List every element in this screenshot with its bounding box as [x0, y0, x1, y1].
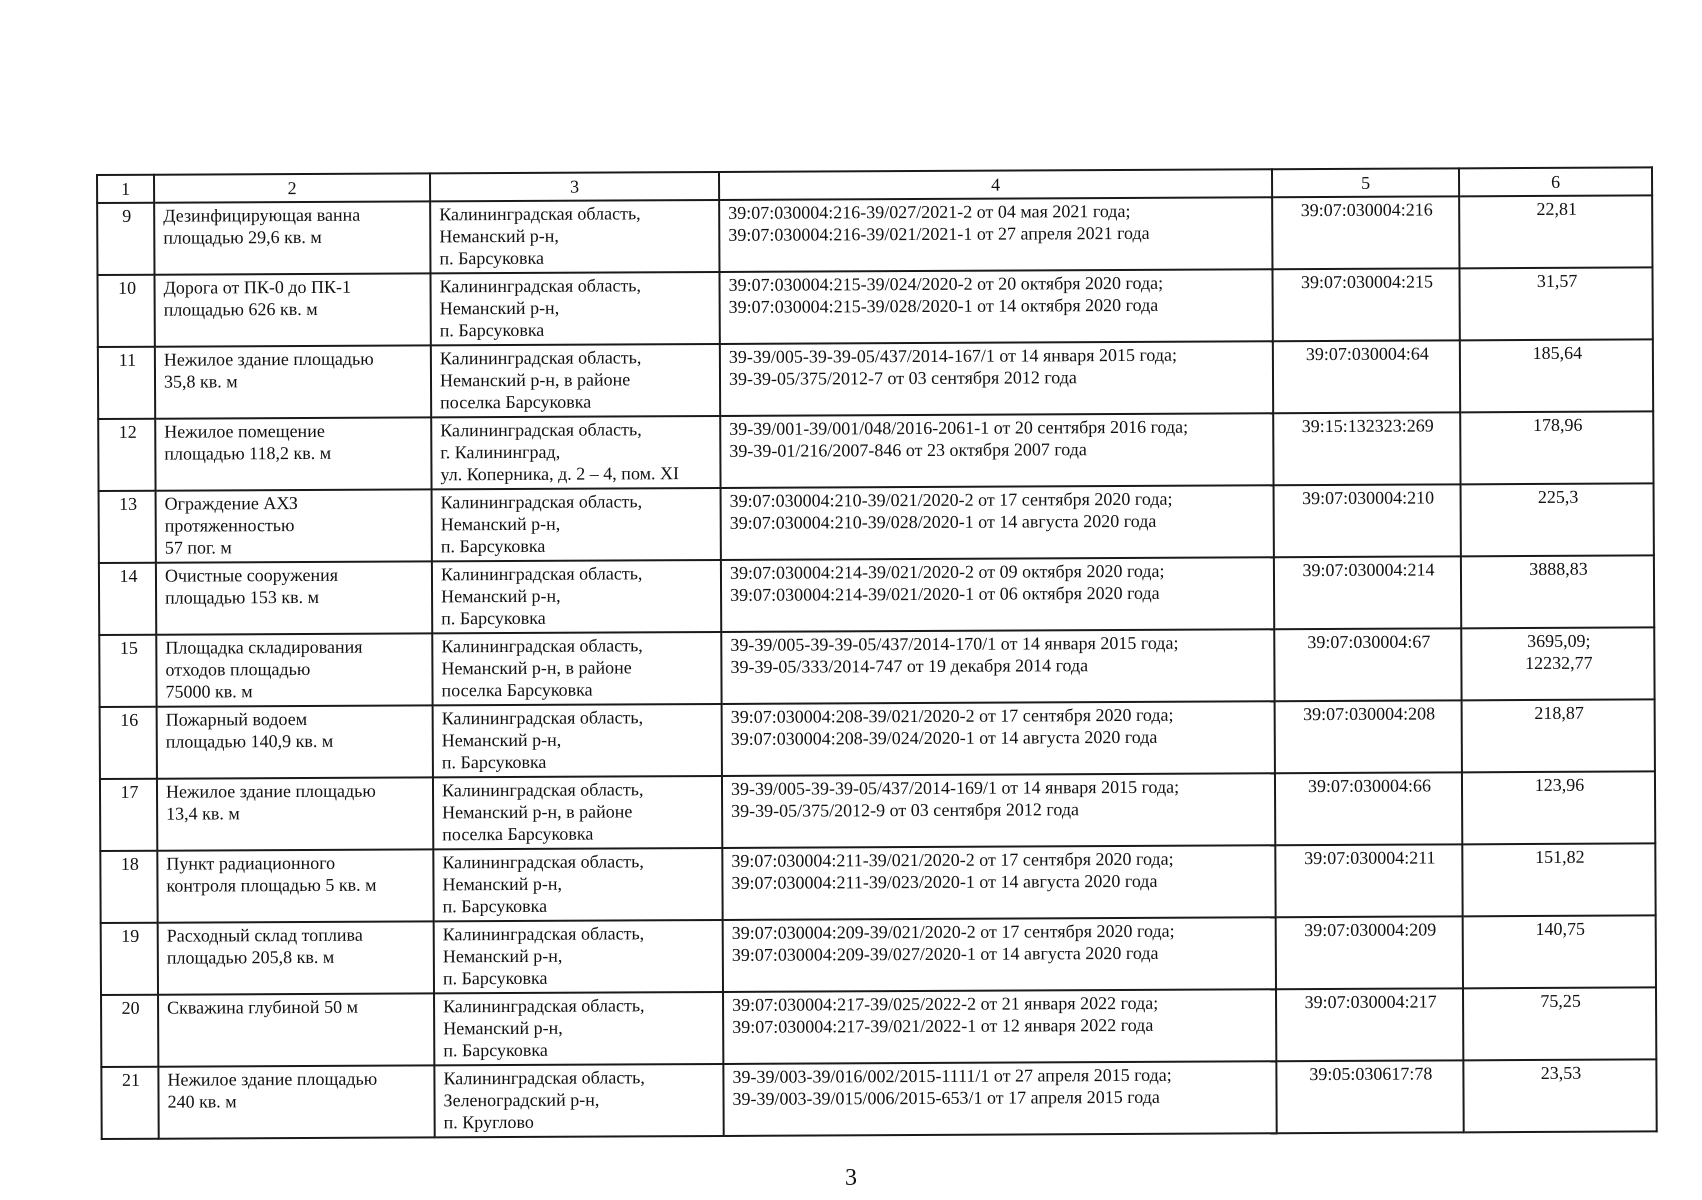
object-address-line: Неманский р-н,	[439, 297, 560, 319]
object-address	[433, 776, 722, 849]
object-address-line: Неманский р-н, в районе	[439, 369, 631, 391]
object-value-line: 12232,77	[1525, 652, 1593, 674]
registration-records-line: 39:07:030004:217-39/021/2022-1 от 12 января 2022 года	[732, 1014, 1154, 1037]
object-value	[1460, 411, 1653, 484]
object-value-line: 75,25	[1540, 990, 1581, 1011]
object-name-line: 240 кв. м	[167, 1091, 237, 1112]
object-name-line: отходов площадью	[165, 658, 311, 680]
cadastral-number: 39:07:030004:66	[1275, 772, 1462, 845]
registration-records-line: 39-39-05/375/2012-9 от 03 сентября 2012 года	[731, 799, 1080, 821]
object-value-line: 3695,09;	[1526, 630, 1591, 652]
object-name-line: площадью 626 кв. м	[163, 298, 318, 320]
registration-records	[719, 197, 1272, 272]
registration-records-line: 39:07:030004:216-39/027/2021-2 от 04 мая 2021 года;	[728, 200, 1131, 223]
object-address-line: Неманский р-н,	[441, 585, 561, 607]
object-name	[156, 561, 432, 634]
registration-records-line: 39-39/005-39-39-05/437/2014-170/1 от 14 января 2015 года;	[730, 632, 1179, 655]
registration-records-line: 39-39/005-39-39-05/437/2014-169/1 от 14 января 2015 года;	[730, 776, 1180, 799]
object-value	[1461, 627, 1654, 700]
object-value	[1460, 339, 1653, 412]
cadastral-number: 39:07:030004:211	[1275, 844, 1462, 917]
object-address-line: Калининградская область,	[440, 491, 643, 513]
object-name-line: Нежилое здание площадью	[165, 780, 376, 802]
object-address	[430, 200, 719, 273]
registration-records-line: 39-39-05/333/2014-747 от 19 декабря 2014 года	[730, 655, 1089, 677]
object-address-line: Неманский р-н, в районе	[442, 801, 633, 823]
object-name-line: Ограждение АХЗ	[164, 493, 298, 514]
row-number: 19	[101, 923, 158, 995]
table-row	[99, 483, 1654, 563]
object-name-line: 75000 кв. м	[165, 681, 253, 702]
registration-records-line: 39-39-01/216/2007-846 от 23 октября 2007 года	[729, 439, 1087, 461]
registration-records	[723, 989, 1276, 1064]
registration-records	[721, 485, 1274, 560]
row-number: 10	[97, 275, 154, 347]
object-name-line: Дорога от ПК-0 до ПК-1	[163, 276, 352, 298]
registration-records	[720, 341, 1273, 416]
object-address	[432, 488, 721, 561]
property-table	[96, 166, 1658, 1140]
object-value-line: 151,82	[1535, 846, 1585, 867]
object-name-line: 35,8 кв. м	[163, 371, 238, 392]
object-name	[158, 921, 434, 994]
registration-records	[722, 845, 1275, 920]
table-row	[100, 699, 1655, 779]
object-name	[156, 633, 432, 706]
row-number: 17	[100, 779, 157, 851]
object-address-line: поселка Барсуковка	[442, 823, 594, 845]
table-row	[97, 267, 1652, 347]
row-number: 12	[98, 419, 155, 491]
registration-records-line: 39:07:030004:208-39/021/2020-2 от 17 сентября 2020 года;	[730, 704, 1174, 727]
object-address-line: Калининградская область,	[441, 779, 644, 801]
row-number: 16	[100, 707, 157, 779]
column-number: 5	[1272, 168, 1459, 197]
table-row	[99, 627, 1654, 707]
object-value-line: 22,81	[1536, 198, 1577, 219]
registration-records-line: 39-39-05/375/2012-7 от 03 сентября 2012 года	[728, 367, 1077, 389]
object-address-line: п. Барсуковка	[443, 1039, 548, 1061]
cadastral-number: 39:07:030004:209	[1276, 916, 1463, 989]
object-value	[1462, 843, 1655, 916]
table-row	[99, 555, 1654, 635]
object-name-line: 57 пог. м	[164, 537, 232, 558]
object-name	[157, 705, 433, 778]
registration-records	[723, 1061, 1276, 1136]
cadastral-number: 39:15:132323:269	[1273, 412, 1460, 485]
object-name-line: площадью 118,2 кв. м	[164, 442, 332, 464]
object-address-line: Калининградская область,	[440, 419, 642, 441]
table-row	[98, 411, 1653, 491]
object-address	[434, 992, 723, 1065]
object-address-line: поселка Барсуковка	[440, 391, 592, 413]
table-body	[97, 195, 1657, 1139]
object-value	[1461, 555, 1654, 628]
registration-records-line: 39:07:030004:210-39/021/2020-2 от 17 сентября 2020 года;	[729, 488, 1173, 511]
object-address-line: Калининградская область,	[441, 635, 643, 657]
object-address	[430, 272, 719, 345]
object-address-line: Неманский р-н,	[443, 1017, 563, 1039]
cadastral-number: 39:07:030004:214	[1274, 556, 1461, 629]
registration-records-line: 39:07:030004:216-39/021/2021-1 от 27 апреля 2021 года	[728, 222, 1150, 245]
registration-records-line: 39-39/005-39-39-05/437/2014-167/1 от 14 января 2015 года;	[728, 344, 1178, 367]
object-value	[1462, 699, 1655, 772]
object-address-line: п. Круглово	[443, 1111, 534, 1133]
cadastral-number: 39:07:030004:67	[1274, 628, 1461, 701]
registration-records-line: 39:07:030004:209-39/027/2020-1 от 14 августа 2020 года	[731, 942, 1159, 965]
object-name	[158, 1065, 434, 1138]
object-name	[154, 273, 430, 346]
object-address-line: Зеленоградский р-н,	[443, 1089, 600, 1111]
column-number: 4	[719, 169, 1272, 200]
cadastral-number: 39:05:030617:78	[1276, 1060, 1463, 1133]
cadastral-number: 39:07:030004:210	[1274, 484, 1461, 557]
object-name-line: Нежилое здание площадью	[167, 1068, 378, 1090]
registration-records	[721, 629, 1274, 704]
object-name-line: Нежилое помещение	[164, 420, 325, 442]
table-row	[101, 915, 1656, 995]
cadastral-number: 39:07:030004:217	[1276, 988, 1463, 1061]
object-name	[157, 777, 433, 850]
table-row	[98, 339, 1653, 419]
object-value-line: 3888,83	[1529, 558, 1588, 580]
object-value-line: 178,96	[1532, 414, 1583, 435]
object-value-line: 23,53	[1540, 1062, 1582, 1083]
object-address-line: Калининградская область,	[442, 851, 644, 873]
object-name-line: Площадка складирования	[165, 636, 363, 658]
page-number: 3	[845, 1165, 857, 1191]
object-address-line: Калининградская область,	[440, 563, 643, 585]
object-name-line: Расходный склад топлива	[166, 924, 363, 946]
object-address-line: Калининградская область,	[443, 1067, 645, 1089]
object-address-line: Калининградская область,	[442, 923, 645, 945]
registration-records-line: 39-39/003-39/016/002/2015-1111/1 от 27 апреля 2015 года;	[732, 1064, 1172, 1087]
cadastral-number: 39:07:030004:215	[1272, 268, 1459, 341]
registration-records	[723, 917, 1276, 992]
object-value-line: 225,3	[1537, 486, 1579, 507]
object-name-line: площадью 153 кв. м	[165, 586, 320, 608]
object-address	[434, 1064, 723, 1137]
row-number: 11	[98, 347, 155, 419]
object-address-line: Калининградская область,	[443, 995, 645, 1017]
object-address	[433, 848, 722, 921]
row-number: 13	[99, 491, 156, 563]
object-address-line: п. Барсуковка	[442, 895, 548, 917]
column-number: 6	[1459, 167, 1652, 196]
object-address-line: Калининградская область,	[441, 707, 644, 729]
registration-records-line: 39:07:030004:214-39/021/2020-2 от 09 октября 2020 года;	[729, 560, 1165, 583]
object-address-line: Неманский р-н,	[442, 873, 563, 895]
object-value	[1463, 915, 1656, 988]
object-name	[154, 201, 430, 274]
object-address-line: поселка Барсуковка	[441, 679, 593, 701]
object-name-line: 13,4 кв. м	[166, 803, 240, 824]
object-name-line: Пункт радиационного	[166, 852, 336, 874]
row-number: 18	[100, 851, 157, 923]
cadastral-number: 39:07:030004:208	[1275, 700, 1462, 773]
object-address	[434, 920, 723, 993]
object-address-line: Калининградская область,	[439, 347, 642, 369]
registration-records-line: 39:07:030004:215-39/028/2020-1 от 14 октября 2020 года	[728, 294, 1159, 317]
object-value	[1462, 771, 1655, 844]
object-address-line: Неманский р-н, в районе	[441, 657, 632, 679]
registration-records-line: 39:07:030004:214-39/021/2020-1 от 06 октября 2020 года	[730, 582, 1160, 605]
registration-records	[721, 557, 1274, 632]
object-name	[157, 849, 433, 922]
object-name-line: Нежилое здание площадью	[163, 348, 374, 370]
object-address	[432, 632, 721, 705]
object-value-line: 185,64	[1532, 342, 1583, 363]
object-name	[155, 417, 431, 490]
object-name-line: площадью 140,9 кв. м	[165, 730, 334, 752]
column-number: 3	[430, 172, 719, 201]
registration-records-line: 39:07:030004:210-39/028/2020-1 от 14 августа 2020 года	[729, 510, 1157, 533]
object-address-line: п. Барсуковка	[439, 247, 544, 269]
table-row	[97, 195, 1652, 275]
table-row	[101, 1059, 1656, 1139]
object-value	[1459, 267, 1652, 340]
registration-records-line: 39-39/003-39/015/006/2015-653/1 от 17 апреля 2015 года	[732, 1086, 1160, 1109]
object-address-line: Неманский р-н,	[439, 225, 559, 247]
column-number: 2	[154, 173, 430, 202]
object-address-line: п. Барсуковка	[441, 607, 546, 629]
cadastral-number: 39:07:030004:216	[1272, 196, 1459, 269]
object-address-line: п. Барсуковка	[440, 535, 546, 557]
object-name	[156, 489, 432, 562]
object-address-line: Неманский р-н,	[442, 945, 563, 967]
object-address-line: ул. Коперника, д. 2 – 4, пом. XI	[440, 463, 680, 485]
registration-records-line: 39-39/001-39/001/048/2016-2061-1 от 20 сентября 2016 года;	[729, 416, 1189, 439]
object-name-line: Дезинфицирующая ванна	[163, 204, 361, 226]
object-name	[155, 345, 431, 418]
object-value	[1463, 987, 1656, 1060]
object-name-line: площадью 205,8 кв. м	[166, 946, 335, 968]
object-name-line: протяженностью	[164, 515, 295, 536]
object-address-line: п. Барсуковка	[442, 967, 548, 989]
object-address-line: Неманский р-н,	[441, 729, 562, 751]
row-number: 9	[97, 203, 154, 275]
object-value-line: 123,96	[1534, 774, 1585, 795]
object-address-line: г. Калининград,	[440, 441, 561, 463]
row-number: 15	[99, 635, 156, 707]
object-address-line: Калининградская область,	[439, 203, 641, 225]
object-value-line: 218,87	[1534, 702, 1584, 723]
object-name-line: площадью 29,6 кв. м	[163, 226, 322, 248]
object-value	[1463, 1059, 1656, 1132]
object-address-line: п. Барсуковка	[441, 751, 547, 773]
table-row	[100, 843, 1655, 923]
object-name-line: Очистные сооружения	[164, 564, 339, 586]
object-address-line: Неманский р-н,	[440, 513, 561, 535]
object-address	[433, 704, 722, 777]
object-address-line: Калининградская область,	[439, 275, 642, 297]
object-address	[431, 344, 720, 417]
registration-records-line: 39:07:030004:215-39/024/2020-2 от 20 октября 2020 года;	[728, 272, 1164, 295]
row-number: 14	[99, 563, 156, 635]
row-number: 21	[101, 1067, 158, 1139]
object-value-line: 140,75	[1535, 918, 1586, 939]
object-name	[158, 993, 434, 1066]
registration-records	[719, 269, 1272, 344]
registration-records	[722, 701, 1275, 776]
registration-records	[720, 413, 1273, 488]
object-name-line: контроля площадью 5 кв. м	[166, 874, 377, 896]
object-name-line: Скважина глубиной 50 м	[167, 996, 358, 1018]
registration-records	[722, 773, 1275, 848]
object-address	[432, 560, 721, 633]
registration-records-line: 39:07:030004:217-39/025/2022-2 от 21 января 2022 года;	[732, 992, 1159, 1015]
cadastral-number: 39:07:030004:64	[1273, 340, 1460, 413]
object-address	[431, 416, 720, 489]
object-address-line: п. Барсуковка	[439, 319, 545, 341]
object-value	[1461, 483, 1654, 556]
column-number: 1	[97, 175, 154, 203]
object-name-line: Пожарный водоем	[165, 708, 308, 730]
object-value-line: 31,57	[1536, 270, 1578, 291]
table-row	[101, 987, 1656, 1067]
registration-records-line: 39:07:030004:209-39/021/2020-2 от 17 сентября 2020 года;	[731, 920, 1175, 943]
registration-records-line: 39:07:030004:211-39/021/2020-2 от 17 сентября 2020 года;	[731, 848, 1174, 871]
registration-records-line: 39:07:030004:208-39/024/2020-1 от 14 августа 2020 года	[730, 726, 1158, 749]
registration-records-line: 39:07:030004:211-39/023/2020-1 от 14 августа 2020 года	[731, 870, 1158, 893]
row-number: 20	[101, 995, 158, 1067]
table-row	[100, 771, 1655, 851]
object-value	[1459, 195, 1652, 268]
